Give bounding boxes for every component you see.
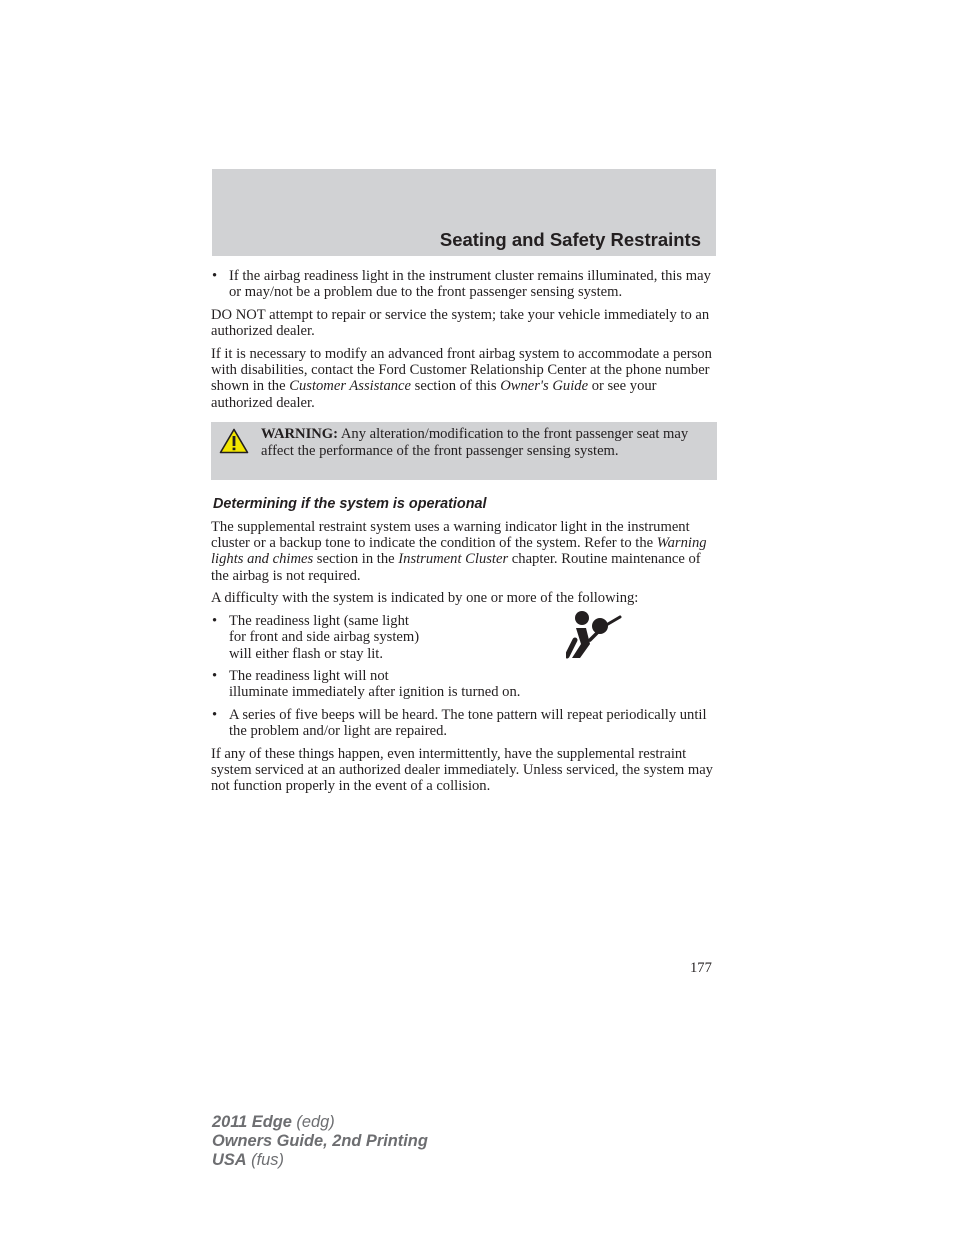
modify-italic-2: Owner's Guide xyxy=(500,378,589,395)
srs-italic-1: Warning lights and chimes xyxy=(211,535,707,568)
modify-text-3: or see your authorized dealer. xyxy=(211,378,657,411)
srs-italic-2: Instrument Cluster xyxy=(398,551,509,568)
footer-line-3 xyxy=(212,1151,428,1170)
footer-model-code: (edg) xyxy=(291,1113,335,1131)
warning-box xyxy=(211,422,717,480)
intro-bullet-text: If the airbag readiness light in the instrument cluster remains illuminated, this may or may/not be a problem due to the front passenger sensing system. xyxy=(229,268,711,301)
modify-text-2: section of this xyxy=(411,378,501,395)
srs-text-2: section in the xyxy=(313,551,399,568)
modify-italic-1: Customer Assistance xyxy=(289,378,412,395)
warning-label: WARNING: xyxy=(261,426,339,443)
bullet-1-line-2: for front and side airbag system) xyxy=(229,629,420,646)
warning-triangle-icon xyxy=(219,428,249,454)
footer-guide: Owners Guide, 2nd Printing xyxy=(212,1132,428,1150)
page-number: 177 xyxy=(690,960,712,976)
difficulty-paragraph: A difficulty with the system is indicated by one or more of the following: xyxy=(211,590,639,607)
bullet-2-line-1: The readiness light will not xyxy=(229,667,389,684)
bullet-1-line-3: will either flash or stay lit. xyxy=(229,645,384,662)
srs-text-3: chapter. Routine maintenance of the airbag is not required. xyxy=(211,551,701,584)
final-paragraph: If any of these things happen, even intermittently, have the supplemental restraint system serviced at an authorized dealer immediately. Unless serviced, the system may not function properly in the event of a collision. xyxy=(211,745,713,795)
footer-line-2 xyxy=(212,1132,428,1151)
modify-text-1: If it is necessary to modify an advanced front airbag system to accommodate a person with disabilities, contact the Ford Customer Relationship Center at the phone number shown in the xyxy=(211,345,712,395)
subheading: Determining if the system is operational xyxy=(213,496,487,513)
footer-model: 2011 Edge xyxy=(212,1113,292,1131)
footer-market: USA xyxy=(212,1151,247,1169)
do-not-paragraph: DO NOT attempt to repair or service the system; take your vehicle immediately to an authorized dealer. xyxy=(211,306,710,340)
bullet-1-line-1: The readiness light (same light xyxy=(229,612,409,629)
bullet-2-line-2: illuminate immediately after ignition is turned on. xyxy=(229,684,521,701)
srs-paragraph xyxy=(211,519,717,585)
bullet-list xyxy=(211,613,717,740)
bullet-dot: • xyxy=(212,612,218,629)
list-item xyxy=(211,668,717,701)
list-item xyxy=(211,707,717,740)
modify-paragraph xyxy=(211,346,717,412)
intro-bullet xyxy=(211,268,717,301)
list-item xyxy=(211,613,717,662)
bullet-3-text: A series of five beeps will be heard. The tone pattern will repeat periodically until the problem and/or light are repaired. xyxy=(229,706,707,740)
footer-line-1 xyxy=(212,1113,428,1132)
bullet-dot: • xyxy=(212,706,218,723)
srs-text-1: The supplemental restraint system uses a warning indicator light in the instrument cluster or a backup tone to indicate the condition of the system. Refer to the xyxy=(211,518,690,552)
footer xyxy=(212,1113,428,1170)
bullet-dot: • xyxy=(212,268,218,284)
section-header xyxy=(212,169,716,256)
page-content xyxy=(211,268,717,801)
section-title: Seating and Safety Restraints xyxy=(439,229,701,250)
warning-text: Any alteration/modification to the front passenger seat may affect the performance of the front passenger sensing system. xyxy=(261,426,689,459)
footer-market-code: (fus) xyxy=(246,1151,284,1169)
bullet-dot: • xyxy=(212,667,218,684)
